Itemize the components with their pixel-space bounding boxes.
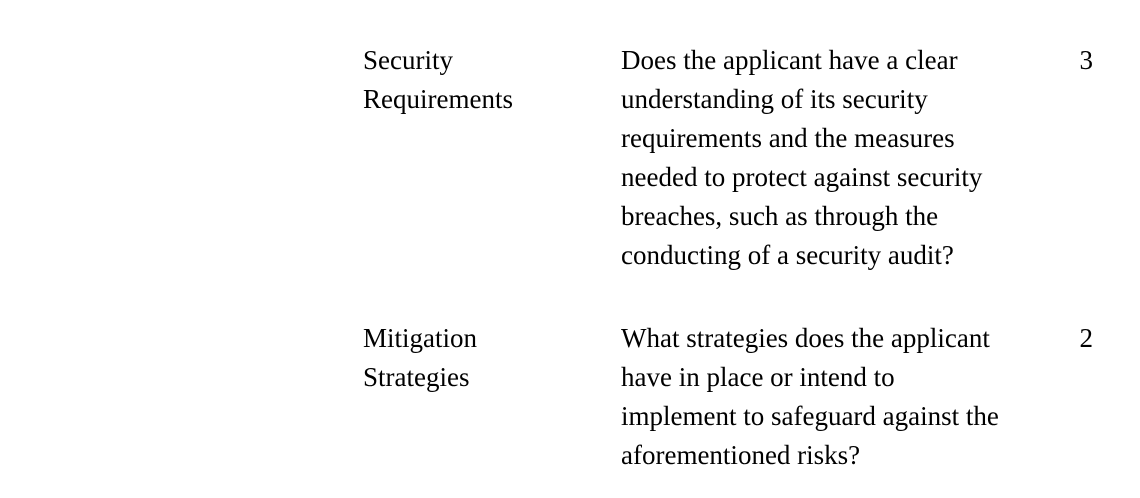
score-cell: 2 xyxy=(1079,323,1093,353)
question-text: aforementioned risks? xyxy=(621,440,861,470)
question-cell xyxy=(621,41,1051,275)
criterion-text: Mitigation xyxy=(363,323,477,353)
table-row-security-requirements xyxy=(363,41,1103,275)
table-row-mitigation-strategies xyxy=(363,319,1103,475)
criterion-cell xyxy=(363,319,621,397)
criterion-text: Security xyxy=(363,45,453,75)
question-text: What strategies does the applicant xyxy=(621,323,990,353)
question-text: Does the applicant have a clear xyxy=(621,45,958,75)
criterion-text: Requirements xyxy=(363,84,513,114)
question-text: needed to protect against security xyxy=(621,162,983,192)
score-cell: 3 xyxy=(1079,45,1093,75)
question-text: conducting of a security audit? xyxy=(621,240,954,270)
question-text: understanding of its security xyxy=(621,84,928,114)
question-text: breaches, such as through the xyxy=(621,201,939,231)
criteria-table xyxy=(363,41,1103,475)
question-cell xyxy=(621,319,1051,475)
criterion-text: Strategies xyxy=(363,362,470,392)
criterion-cell xyxy=(363,41,621,119)
question-text: have in place or intend to xyxy=(621,362,895,392)
question-text: implement to safeguard against the xyxy=(621,401,999,431)
question-text: requirements and the measures xyxy=(621,123,955,153)
